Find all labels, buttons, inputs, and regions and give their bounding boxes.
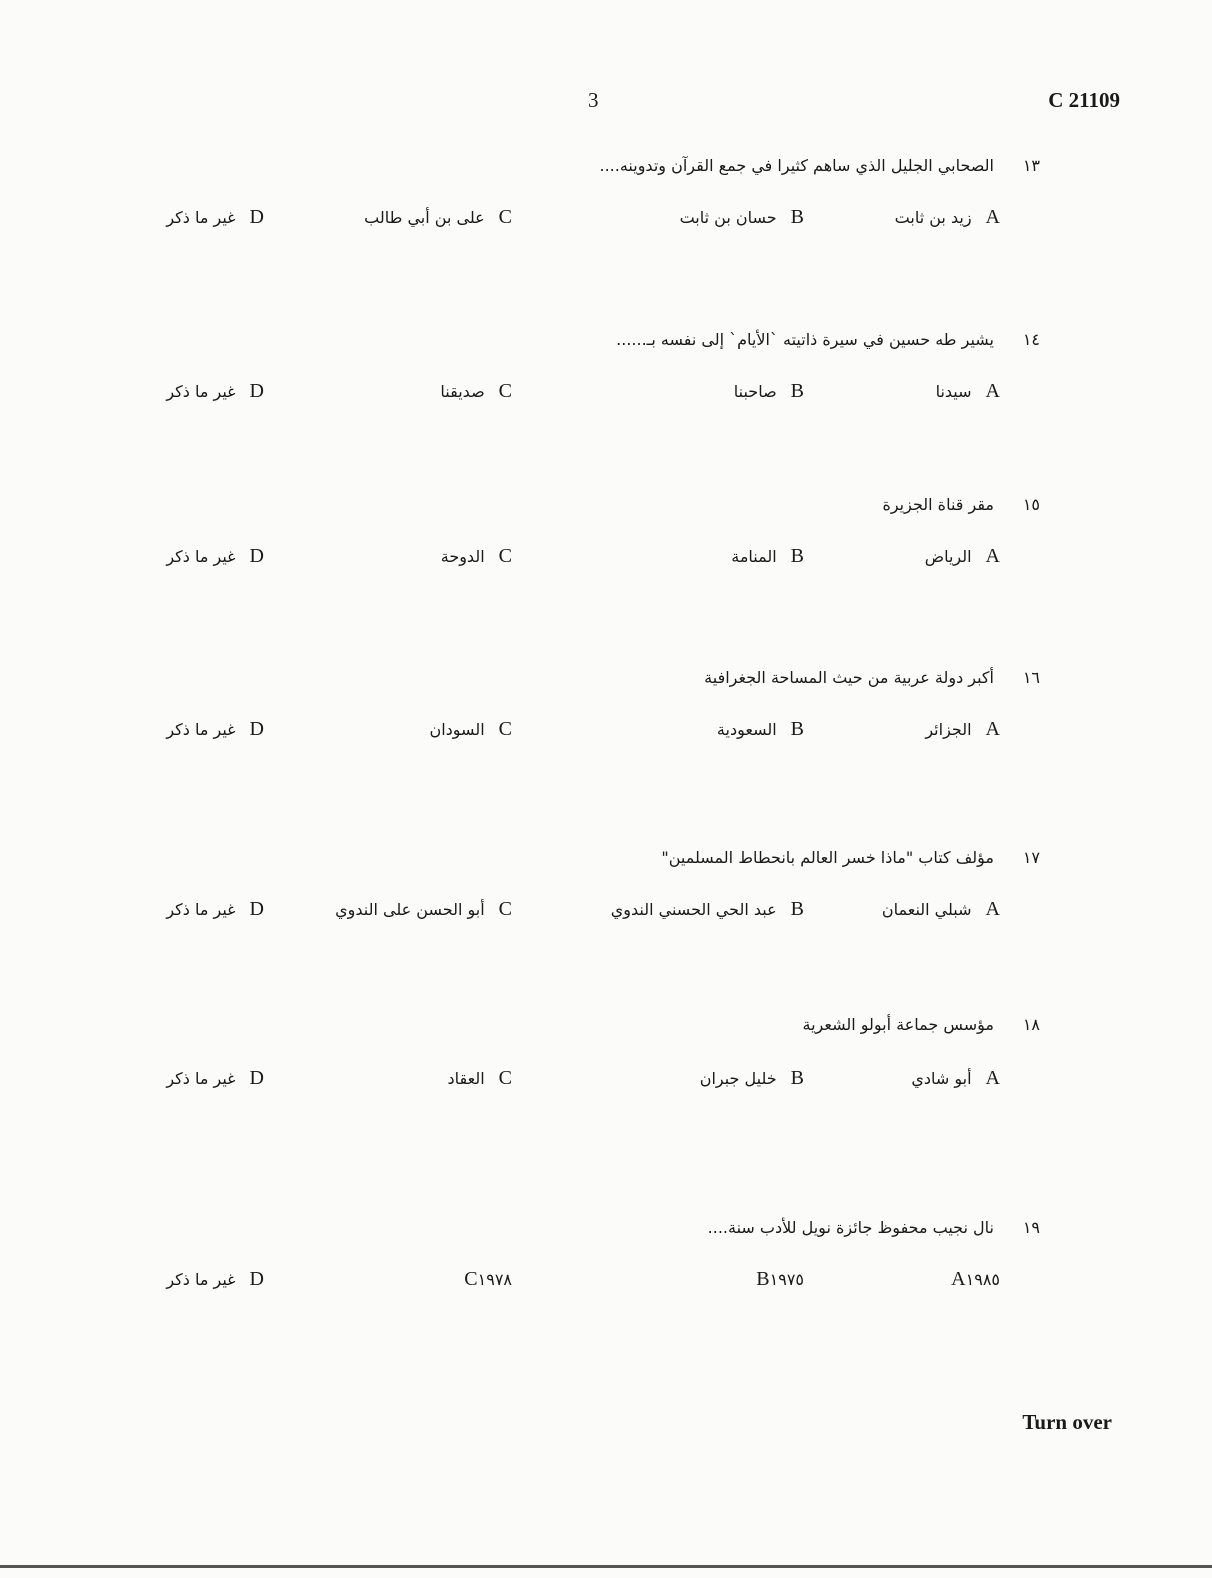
option-a [925,718,1000,741]
option-text: غير ما ذكر [166,547,236,566]
question-13 [0,156,1212,256]
option-text: زيد بن ثابت [894,208,972,227]
option-letter: C [464,1268,478,1290]
option-text: غير ما ذكر [166,1069,236,1088]
option-text: غير ما ذكر [166,382,236,401]
option-letter: B [790,1067,804,1089]
question-line [599,156,1040,175]
option-letter: C [498,206,512,228]
option-text: أبو الحسن على الندوي [335,900,485,919]
question-15 [0,495,1212,595]
option-b [611,898,804,921]
option-letter: B [756,1268,770,1290]
option-d [166,898,264,921]
option-text: المنامة [731,547,777,566]
option-text: الجزائر [925,720,972,739]
option-letter: C [498,898,512,920]
option-text: السودان [429,720,485,739]
option-letter: A [985,898,1000,920]
question-number: ١٤ [1022,330,1040,349]
option-text: غير ما ذكر [166,208,236,227]
option-d [166,545,264,568]
option-letter: C [498,545,512,567]
option-letter: A [985,380,1000,402]
option-letter: B [790,206,804,228]
question-number: ١٩ [1022,1218,1040,1237]
option-d [166,1067,264,1090]
option-text: صاحبنا [733,382,777,401]
option-b [680,206,804,229]
option-text: غير ما ذكر [166,720,236,739]
option-letter: D [249,380,264,402]
option-a [925,545,1000,568]
option-letter: D [249,206,264,228]
option-letter: A [985,1067,1000,1089]
option-text: خليل جبران [699,1069,777,1088]
question-18 [0,1015,1212,1115]
option-text: سيدنا [935,382,972,401]
question-line [704,668,1040,687]
option-c [364,206,512,229]
question-text: مؤلف كتاب "ماذا خسر العالم بانحطاط المسلمين" [661,848,994,867]
option-letter: B [790,898,804,920]
option-letter: C [498,1067,512,1089]
question-14 [0,330,1212,430]
question-number: ١٥ [1022,495,1040,514]
option-b [734,380,804,403]
question-text: مؤسس جماعة أبولو الشعرية [802,1015,994,1034]
question-number: ١٦ [1022,668,1040,687]
option-c [335,898,512,921]
option-text: غير ما ذكر [166,900,236,919]
option-c [448,1067,512,1090]
question-text: أكبر دولة عربية من حيث المساحة الجغرافية [704,668,994,687]
option-text: شبلي النعمان [881,900,972,919]
option-letter: A [985,545,1000,567]
option-letter: B [790,380,804,402]
question-number: ١٣ [1022,156,1040,175]
turn-over-label: Turn over [1022,1410,1112,1434]
option-letter: D [249,1268,264,1290]
option-text: السعودية [716,720,777,739]
bottom-rule [0,1565,1212,1568]
option-c [441,545,512,568]
option-letter: A [985,206,1000,228]
option-b [742,1268,804,1291]
option-letter: A [951,1268,966,1290]
question-text: نال نجيب محفوظ جائزة نويل للأدب سنة.... [707,1218,994,1237]
question-line [802,1015,1040,1034]
option-a [937,1268,1000,1291]
option-b [700,1067,804,1090]
option-letter: B [790,545,804,567]
option-b [717,718,804,741]
option-d [166,206,264,229]
option-a [936,380,1000,403]
question-line [616,330,1040,349]
option-text: أبو شادي [911,1069,972,1088]
question-text: يشير طه حسين في سيرة ذاتيته `الأيام` إلى نفسه بـ...... [616,330,994,349]
question-number: ١٨ [1022,1015,1040,1034]
option-text: الدوحة [440,547,485,566]
option-letter: D [249,545,264,567]
question-line [708,1218,1040,1237]
page-number: 3 [588,88,599,112]
option-a [911,1067,1000,1090]
option-d [166,718,264,741]
option-d [166,1268,264,1291]
option-text: ١٩٧٨ [477,1270,512,1289]
question-number: ١٧ [1022,848,1040,867]
option-text: ١٩٨٥ [965,1270,1000,1289]
option-letter: C [498,718,512,740]
option-a [895,206,1000,229]
question-line [882,495,1040,514]
option-letter: B [790,718,804,740]
option-text: عبد الحي الحسني الندوي [610,900,777,919]
option-text: حسان بن ثابت [679,208,777,227]
question-text: الصحابي الجليل الذي ساهم كثيرا في جمع القرآن وتدوينه.... [599,156,994,175]
paper-code: C 21109 [1048,88,1120,112]
question-17 [0,848,1212,948]
option-b [731,545,804,568]
option-text: غير ما ذكر [166,1270,236,1289]
option-text: على بن أبي طالب [364,208,485,227]
option-text: صديقنا [440,382,485,401]
option-a [882,898,1000,921]
option-text: الرياض [924,547,972,566]
option-d [166,380,264,403]
option-c [429,718,512,741]
question-line [661,848,1040,867]
option-c [450,1268,512,1291]
option-text: ١٩٧٥ [769,1270,804,1289]
option-letter: D [249,718,264,740]
question-19 [0,1218,1212,1318]
option-text: العقاد [447,1069,485,1088]
option-letter: D [249,1067,264,1089]
question-text: مقر قناة الجزيرة [882,495,994,514]
question-16 [0,668,1212,768]
option-c [440,380,512,403]
option-letter: D [249,898,264,920]
option-letter: A [985,718,1000,740]
option-letter: C [498,380,512,402]
